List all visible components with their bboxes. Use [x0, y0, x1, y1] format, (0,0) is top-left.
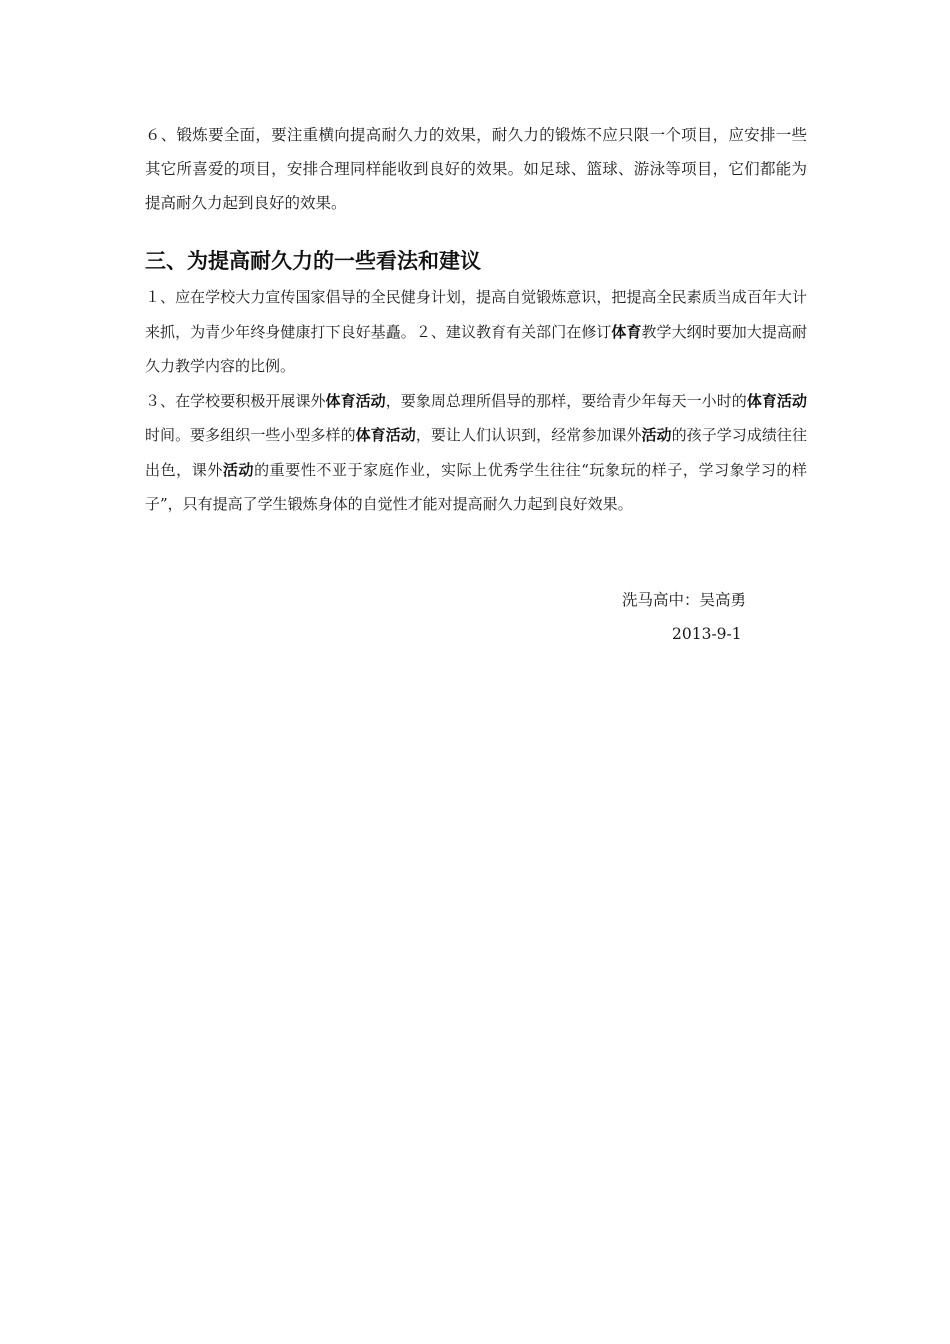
keyword-link: 活动 [641, 426, 672, 444]
document-date: 2013-9-1 [672, 625, 742, 643]
keyword-link: 活动 [222, 460, 255, 479]
text-segment: 教学大纲时要加大提高耐久力教学内容的比例。 [145, 322, 807, 375]
text-segment: 的孩子学习成绩往往出色，课外 [145, 426, 807, 479]
section-3-heading: 三、为提高耐久力的一些看法和建议 [145, 249, 481, 273]
keyword-link: 体育 [611, 322, 642, 341]
text-segment: 时间。要多组织一些小型多样的 [145, 426, 356, 444]
text-segment: １、应在学校大力宣传国家倡导的全民健身计划，提高自觉锻炼意识，把提高全民素质当成百年大计来抓，为青少年终身健康打下良好基矗。２、建议教育有关部门在修订 [145, 288, 807, 341]
text-segment: 的重要性不亚于家庭作业，实际上优秀学生往往“玩象玩的样子，学习象学习的样子”，只有提高了学生锻炼身体的自觉性才能对提高耐久力起到良好效果。 [145, 460, 807, 513]
text-segment: ，要让人们认识到，经常参加课外 [415, 426, 642, 444]
paragraph-6: ６、锻炼要全面，要注重横向提高耐久力的效果，耐久力的锻炼不应只限一个项目，应安排一些其它所喜爱的项目，安排合理同样能收到良好的效果。如足球、篮球、游泳等项目，它们都能为提高耐久力起到良好的效果。 [145, 126, 807, 212]
text-segment: ，要象周总理所倡导的那样，要给青少年每天一小时的 [385, 391, 747, 410]
keyword-link: 体育活动 [355, 426, 416, 444]
text-segment: ３、在学校要积极开展课外 [145, 391, 326, 410]
keyword-link: 体育活动 [325, 391, 386, 410]
author-signature: 洗马高中：吴高勇 [622, 591, 747, 609]
document-body [145, 118, 807, 522]
section-3-paragraph-1 [145, 280, 807, 384]
keyword-link: 体育活动 [746, 391, 807, 410]
section-3-paragraph-2 [145, 384, 807, 522]
